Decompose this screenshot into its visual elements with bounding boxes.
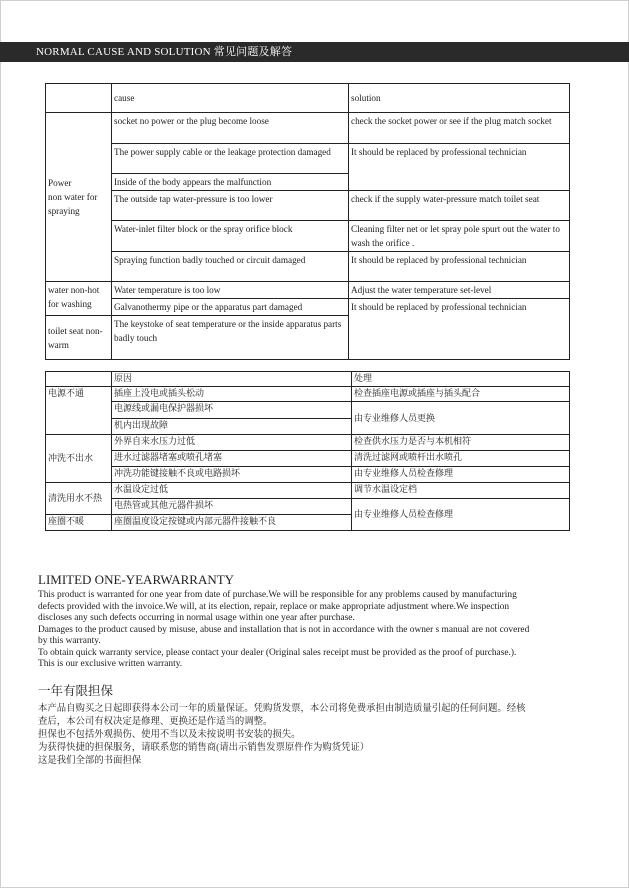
cause-cell-cn: 机内出现故障 <box>112 419 352 435</box>
table-row <box>46 451 570 467</box>
warranty-line: Damages to the product caused by misuse, abuse and installation that is not in accordance with the owner s manual are not covered <box>38 624 530 635</box>
table-row <box>46 299 570 316</box>
solution-cell-cn: 检查供水压力是否与本机相符 <box>352 435 570 451</box>
page-border-top <box>0 0 629 1</box>
table-header-row <box>46 84 570 113</box>
table-header-solution: solution <box>349 84 570 113</box>
warranty-line: discloses any such defects occurring in normal usage within one year after purchase. <box>38 613 355 623</box>
cause-cell: Spraying function badly touched or circuit damaged <box>112 252 349 282</box>
warranty-line-cn: 担保也不包括外观损伤、使用不当以及未按说明书安装的损失。 <box>38 730 301 740</box>
warranty-line: To obtain quick warranty service, please contact your dealer (Original sales receipt must be provided as the proof of purchase.). <box>38 647 517 658</box>
table-header-problem <box>46 84 112 113</box>
cause-cell: socket no power or the plug become loose <box>112 113 349 144</box>
warranty-title-cn: 一年有限担保 <box>38 684 114 698</box>
table-row <box>46 402 570 419</box>
table-row <box>46 144 570 174</box>
section-header-bar <box>0 42 629 62</box>
table-header-solution-cn: 处理 <box>352 372 570 387</box>
warranty-line-cn: 查后，本公司有权决定是修理、更换还是作适当的调整。 <box>38 717 273 727</box>
table-row <box>46 252 570 282</box>
troubleshooting-table-cn <box>45 371 570 531</box>
cause-cell: Inside of the body appears the malfunction <box>112 174 349 191</box>
problem-not-hot-cn: 清洗用水不热 <box>46 483 112 515</box>
cause-cell-cn: 座圈温度设定按键或内部元器件接触不良 <box>112 515 352 531</box>
solution-cell: Adjust the water temperature set-level <box>349 282 570 299</box>
warranty-line: by this warranty. <box>38 636 101 646</box>
warranty-section-cn <box>38 683 598 768</box>
solution-cell-cn: 清洗过滤网或喷杆出水喷孔 <box>352 451 570 467</box>
cause-cell: The outside tap water-pressure is too lower <box>112 191 349 221</box>
table-row <box>46 467 570 483</box>
cause-cell-cn: 电源线或漏电保护器损坏 <box>112 402 352 419</box>
problem-power-water: Power non water for spraying <box>46 113 112 282</box>
cause-cell-cn: 电热管或其他元器件损坏 <box>112 499 352 515</box>
solution-cell: check the socket power or see if the plug match socket <box>349 113 570 144</box>
cause-cell: Water temperature is too low <box>112 282 349 299</box>
table-row <box>46 221 570 252</box>
warranty-line-cn: 这是我们全部的书面担保 <box>38 756 142 766</box>
table-header-problem-cn <box>46 372 112 387</box>
warranty-line-cn: 为获得快捷的担保服务，请联系您的销售商(请出示销售发票原件作为购货凭证） <box>38 743 370 753</box>
solution-cell: It should be replaced by professional technician <box>349 252 570 282</box>
solution-cell: It should be replaced by professional technician <box>349 144 570 191</box>
section-header-title: NORMAL CAUSE AND SOLUTION 常见问题及解答 <box>36 46 293 58</box>
table-row <box>46 387 570 402</box>
cause-cell-cn: 进水过滤器堵塞或喷孔堵塞 <box>112 451 352 467</box>
troubleshooting-table-en <box>45 83 570 360</box>
cause-cell-cn: 冲洗功能键接触不良或电路损坏 <box>112 467 352 483</box>
solution-cell-cn: 调节水温设定档 <box>352 483 570 499</box>
solution-cell-cn: 检查插座电源或插座与插头配合 <box>352 387 570 402</box>
solution-cell: Cleaning filter net or let spray pole spurt out the water to wash the orifice . <box>349 221 570 252</box>
table-row <box>46 191 570 221</box>
cause-cell: The keystoke of seat temperature or the inside apparatus parts badly touch <box>112 316 349 360</box>
cause-cell: Water-inlet filter block or the spray orifice block <box>112 221 349 252</box>
problem-power-cn: 电源不通 <box>46 387 112 435</box>
warranty-line: This product is warranted for one year from date of purchase.We will be responsible for any problems caused by manufacturing <box>38 590 517 600</box>
solution-cell-cn: 由专业维修人员检查修理 <box>352 499 570 531</box>
solution-cell: It should be replaced by professional technician <box>349 299 570 360</box>
table-header-cause: cause <box>112 84 349 113</box>
table-row <box>46 483 570 499</box>
cause-cell-cn: 水温设定过低 <box>112 483 352 499</box>
table-row <box>46 282 570 299</box>
solution-cell-cn: 由专业维修人员更换 <box>352 402 570 435</box>
table-header-cause-cn: 原因 <box>112 372 352 387</box>
cause-cell: Galvanothermy pipe or the apparatus part damaged <box>112 299 349 316</box>
table-row <box>46 113 570 144</box>
warranty-line: This is our exclusive written warranty. <box>38 659 183 669</box>
warranty-line: defects provided with the invoice.We will, at its election, repair, replace or make appropriate adjustment where.We inspection <box>38 601 510 612</box>
table-row <box>46 435 570 451</box>
warranty-section-en <box>38 572 598 671</box>
solution-cell-cn: 由专业维修人员检查修理 <box>352 467 570 483</box>
warranty-title-en: LIMITED ONE-YEARWARRANTY <box>38 572 235 587</box>
table-header-row <box>46 372 570 387</box>
solution-cell: check if the supply water-pressure match toilet seat <box>349 191 570 221</box>
table-row <box>46 499 570 515</box>
page-border-left <box>0 0 1 888</box>
cause-cell: The power supply cable or the leakage protection damaged <box>112 144 349 174</box>
problem-water-nonhot: water non-hot for washing <box>46 282 112 316</box>
warranty-line-cn: 本产品自购买之日起即获得本公司一年的质量保证。凭购货发票，本公司将免费承担由制造质量引起的任何问题。经核 <box>38 704 526 714</box>
problem-seat-cn: 座圈不暖 <box>46 515 112 531</box>
cause-cell-cn: 插座上没电或插头松动 <box>112 387 352 402</box>
problem-no-water-cn: 冲洗不出水 <box>46 435 112 483</box>
cause-cell-cn: 外界自来水压力过低 <box>112 435 352 451</box>
problem-toilet-seat: toilet seat non-warm <box>46 316 112 360</box>
